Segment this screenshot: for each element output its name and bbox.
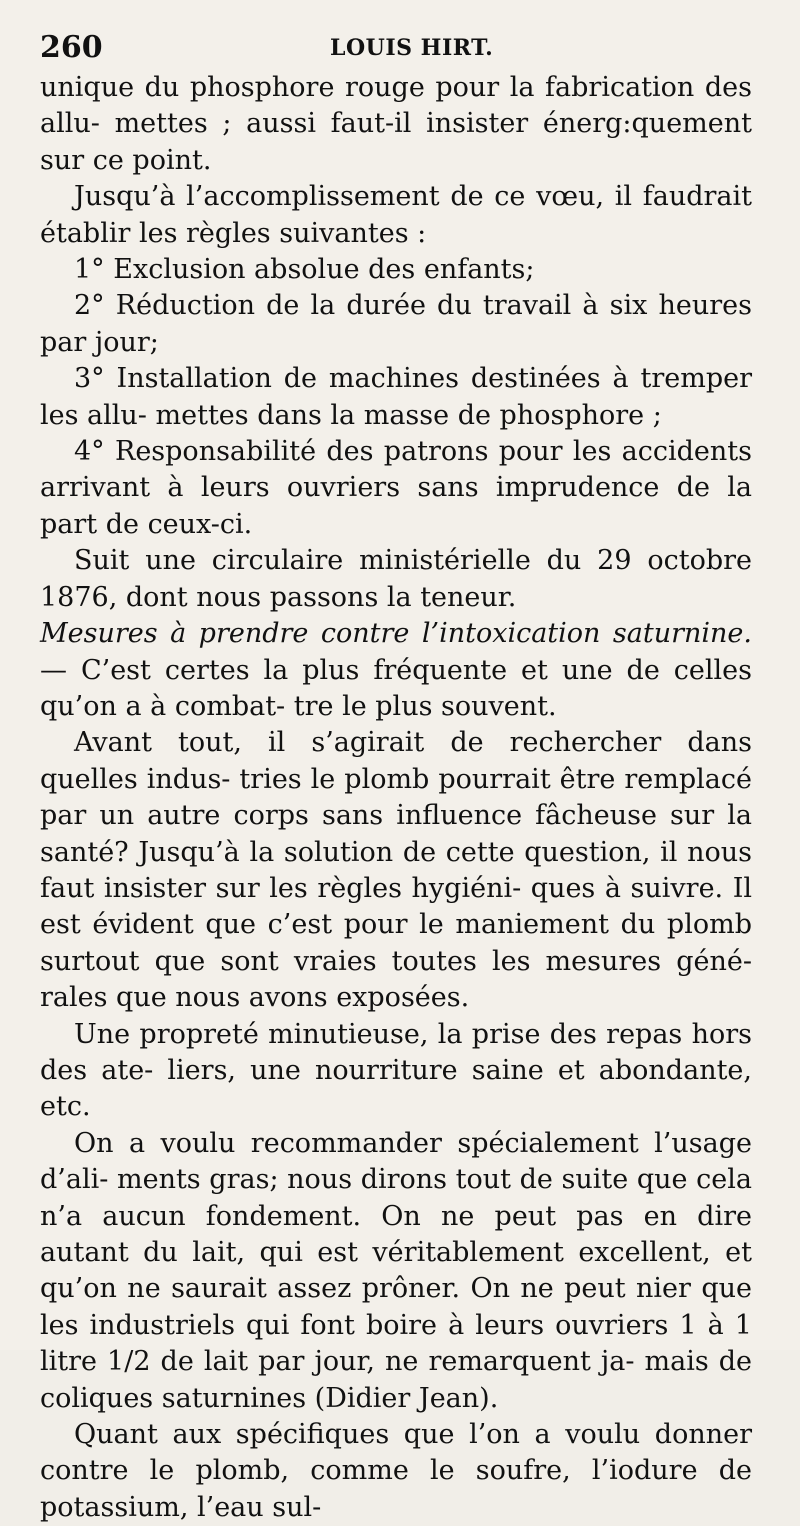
list-item: 3° Installation de machines destinées à tremper les allu- mettes dans la masse de phosphore ;	[40, 363, 752, 431]
paragraph: unique du phosphore rouge pour la fabrication des allu- mettes ; aussi faut-il insister énerg:quement sur ce point.	[40, 72, 752, 176]
list-item: 4° Responsabilité des patrons pour les accidents arrivant à leurs ouvriers sans imprudence de la part de ceux-ci.	[40, 436, 752, 540]
page-number: 260	[40, 30, 103, 65]
paragraph: Une propreté minutieuse, la prise des repas hors des ate- liers, une nourriture saine et abondante, etc.	[40, 1018, 752, 1123]
section-subhead: Mesures à prendre contre l’intoxication saturnine.	[40, 618, 752, 650]
paragraph: Suit une circulaire ministérielle du 29 octobre 1876, dont nous passons la teneur.	[40, 545, 752, 613]
paragraph: Quant aux spécifiques que l’on a voulu donner contre le plomb, comme le soufre, l’iodure de potassium, l’eau sul-	[40, 1419, 752, 1523]
section-paragraph	[40, 616, 752, 725]
paragraph: Avant tout, il s’agirait de rechercher dans quelles indus- tries le plomb pourrait être remplacé par un autre corps sans influence fâcheuse sur la santé? Jusqu’à la solution de cette question, il nous faut insister sur les règles hygiéni- ques à suivre. Il est évident que c’est pour le maniement du plomb surtout que sont vraies toutes les mesures géné- rales que nous avons exposées.	[40, 727, 752, 1014]
list-item: 1° Exclusion absolue des enfants;	[74, 254, 535, 286]
list-item: 2° Réduction de la durée du travail à six heures par jour;	[40, 290, 752, 358]
paragraph: Jusqu’à l’accomplissement de ce vœu, il faudrait établir les règles suivantes :	[40, 181, 752, 249]
paragraph: On a voulu recommander spécialement l’usage d’ali- ments gras; nous dirons tout de suite que cela n’a aucun fondement. On ne peut pas en dire autant du lait, qui est véritablement excellent, et qu’on ne saurait assez prôner. On ne peut nier que les industriels qui font boire à leurs ouvriers 1 à 1 litre 1/2 de lait par jour, ne remarquent ja- mais de coliques saturnines (Didier Jean).	[40, 1127, 752, 1414]
running-head: LOUIS HIRT.	[330, 35, 494, 61]
section-text: — C’est certes la plus fréquente et une de celles qu’on a à combat- tre le plus souvent.	[40, 654, 752, 722]
page-body	[40, 70, 752, 1526]
